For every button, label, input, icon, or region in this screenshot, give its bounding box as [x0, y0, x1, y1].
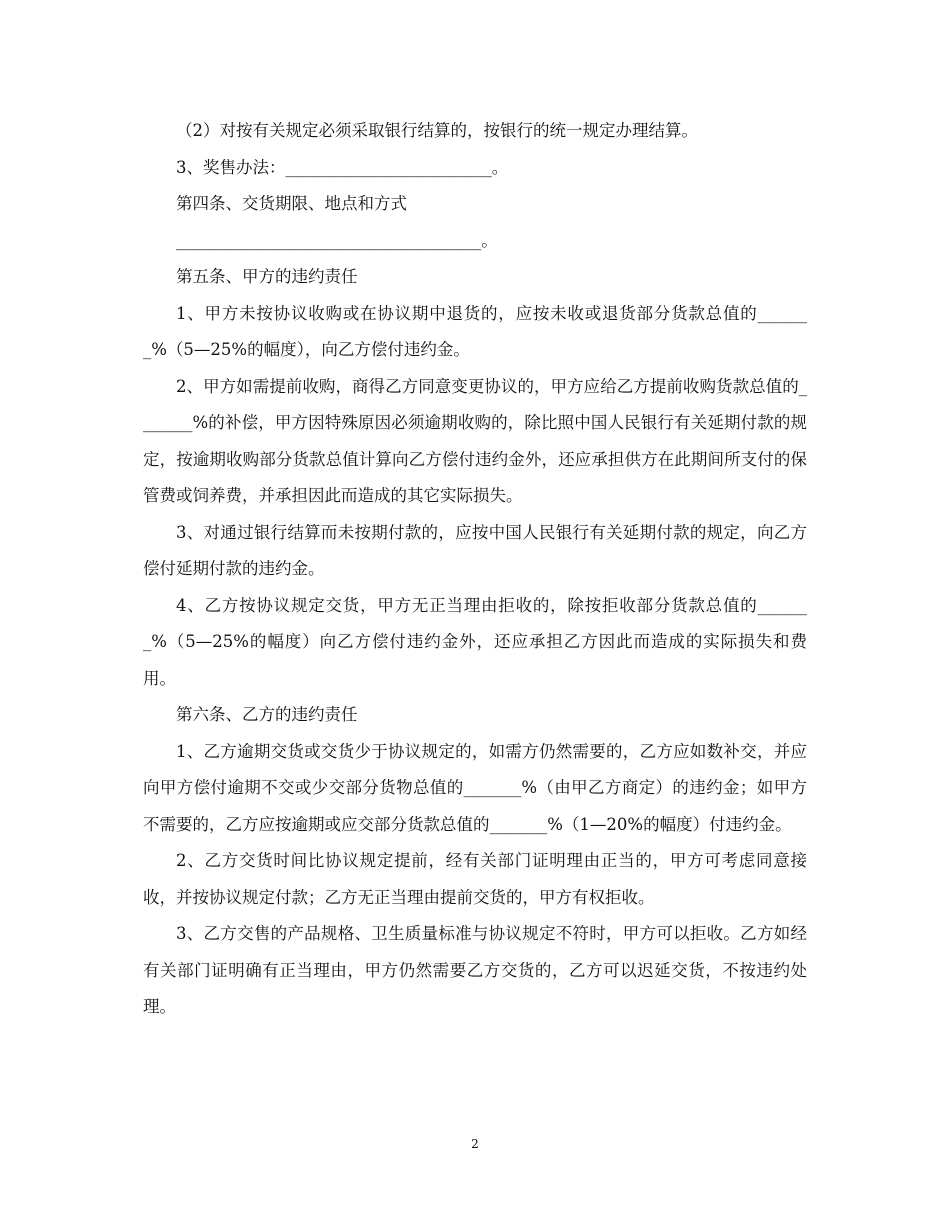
paragraph-delivery-blank: _____________________________________。 [176, 230, 498, 250]
paragraph-party-a-clause-3: 3、对通过银行结算而未按期付款的，应按中国人民银行有关延期付款的规定，向乙方偿付延期付款的违约金。 [143, 522, 807, 578]
paragraph-party-b-clause-2: 2、乙方交货时间比协议规定提前，经有关部门证明理由正当的，甲方可考虑同意接收，并按协议规定付款；乙方无正当理由提前交货的，甲方有权拒收。 [143, 851, 807, 907]
page-number: 2 [471, 1137, 479, 1151]
paragraph-party-a-clause-1: 1、甲方未按协议收购或在协议期中退货的，应按未收或退货部分货款总值的_______%（5—25%的幅度），向乙方偿付违约金。 [143, 303, 807, 359]
paragraph-party-a-clause-2: 2、甲方如需提前收购，商得乙方同意变更协议的，甲方应给乙方提前收购货款总值的_______%的补偿，甲方因特殊原因必须逾期收购的，除比照中国人民银行有关延期付款的规定，按逾期收购部分货款总值计算向乙方偿付违约金外，还应承担供方在此期间所支付的保管费或饲养费，并承担因此而造成的其它实际损失。 [143, 376, 807, 505]
heading-article-four: 第四条、交货期限、地点和方式 [176, 194, 407, 213]
heading-article-six: 第六条、乙方的违约责任 [176, 705, 358, 724]
paragraph-party-b-clause-3: 3、乙方交售的产品规格、卫生质量标准与协议规定不符时，甲方可以拒收。乙方如经有关部门证明确有正当理由，甲方仍然需要乙方交货的，乙方可以迟延交货，不按违约处理。 [143, 924, 807, 1016]
paragraph-party-b-clause-1: 1、乙方逾期交货或交货少于协议规定的，如需方仍然需要的，乙方应如数补交，并应向甲方偿付逾期不交或少交部分货物总值的_______%（由甲乙方商定）的违约金；如甲方不需要的，乙方应按逾期或应交部分货款总值的_______%（1—20%的幅度）付违约金。 [143, 741, 807, 834]
heading-article-five: 第五条、甲方的违约责任 [176, 267, 358, 286]
document-body [143, 113, 807, 1026]
paragraph-bank-settlement: （2）对按有关规定必须采取银行结算的，按银行的统一规定办理结算。 [176, 121, 698, 140]
paragraph-reward-sales: 3、奖售办法：_________________________。 [176, 157, 509, 177]
paragraph-party-a-clause-4: 4、乙方按协议规定交货，甲方无正当理由拒收的，除按拒收部分货款总值的_______%（5—25%的幅度）向乙方偿付违约金外，还应承担乙方因此而造成的实际损失和费用。 [143, 595, 807, 688]
